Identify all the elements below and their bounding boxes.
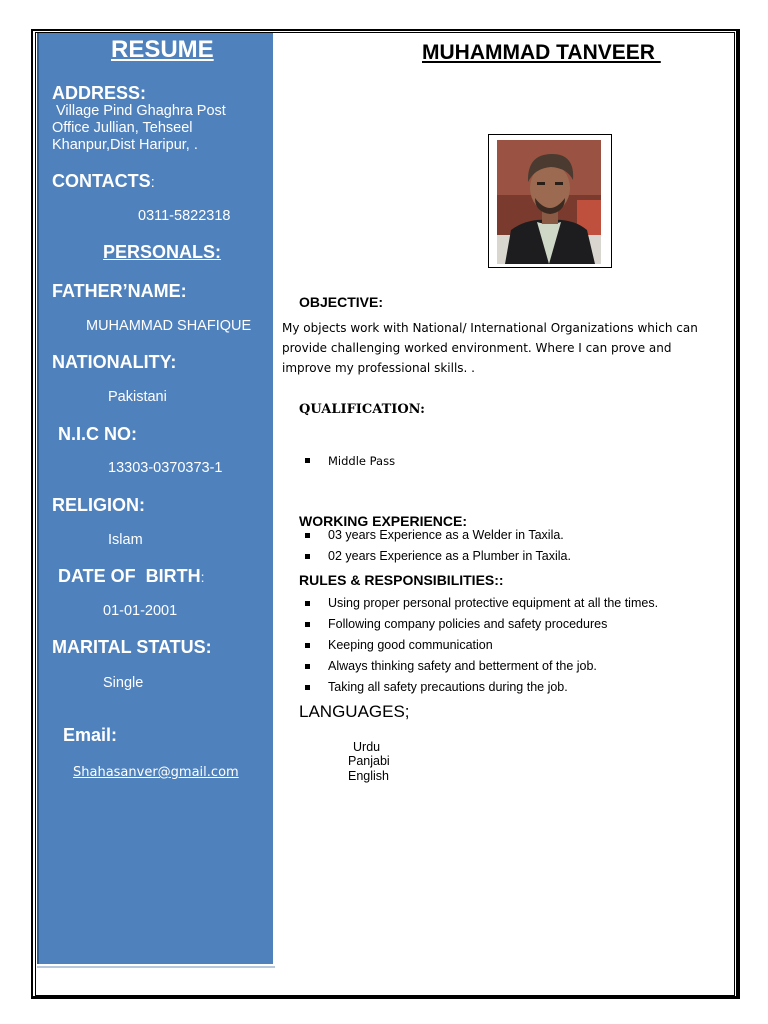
bullet-icon [305, 458, 310, 463]
address-heading: ADDRESS: [52, 83, 147, 103]
languages-heading: LANGUAGES; [299, 702, 410, 721]
dob-heading-label: DATE OF BIRTH [58, 566, 201, 586]
qualification-heading: QUALIFICATION: [299, 402, 425, 417]
bullet-icon [305, 533, 310, 538]
language-item: Panjabi [348, 754, 390, 768]
responsibilities-list [328, 593, 658, 698]
responsibility-item: Always thinking safety and betterment of the job. [328, 659, 597, 673]
email-heading: Email: [63, 725, 118, 745]
contacts-colon: : [150, 174, 155, 191]
bullet-icon [305, 601, 310, 606]
page-border-shadow-right [737, 29, 740, 999]
experience-list [328, 525, 571, 567]
qualification-list [328, 450, 395, 471]
nationality-heading: NATIONALITY: [52, 352, 177, 372]
nic-heading: N.I.C NO: [58, 424, 137, 444]
experience-item: 02 years Experience as a Plumber in Taxila. [328, 549, 571, 563]
email-link[interactable]: Shahasanver@gmail.com [73, 765, 239, 780]
sidebar-bottom-line [37, 966, 275, 968]
qualification-item: Middle Pass [328, 454, 396, 468]
marital-status-heading: MARITAL STATUS: [52, 637, 212, 657]
profile-photo [497, 140, 601, 264]
language-item: English [348, 769, 389, 783]
list-item [328, 546, 571, 567]
resume-title: RESUME [111, 36, 214, 63]
dob-heading [58, 566, 205, 587]
father-name-value: MUHAMMAD SHAFIQUE [86, 318, 252, 334]
experience-heading: WORKING EXPERIENCE: [299, 513, 468, 529]
nationality-value: Pakistani [108, 389, 167, 405]
responsibilities-heading: RULES & RESPONSIBILITIES:: [299, 572, 504, 588]
list-item [328, 614, 658, 635]
list-item [328, 677, 658, 698]
religion-heading: RELIGION: [52, 495, 145, 515]
list-item [328, 450, 395, 471]
personals-heading: PERSONALS: [103, 242, 222, 262]
responsibility-item: Taking all safety precautions during the job. [328, 680, 568, 694]
language-item: Urdu [353, 740, 381, 754]
list-item [328, 593, 658, 614]
dob-value: 01-01-2001 [103, 603, 178, 619]
bullet-icon [305, 643, 310, 648]
sidebar-edge [273, 33, 275, 966]
contact-phone: 0311-5822318 [138, 208, 231, 224]
responsibility-item: Following company policies and safety procedures [328, 617, 608, 631]
bullet-icon [305, 622, 310, 627]
bullet-icon [305, 685, 310, 690]
address-text: Village Pind Ghaghra Post Office Jullian, Tehseel Khanpur,Dist Haripur, . [52, 103, 226, 153]
marital-status-value: Single [103, 675, 144, 691]
nic-value: 13303-0370373-1 [108, 460, 223, 476]
father-name-heading: FATHER’NAME: [52, 281, 187, 301]
bullet-icon [305, 664, 310, 669]
bullet-icon [305, 554, 310, 559]
list-item [328, 635, 658, 656]
objective-heading: OBJECTIVE: [299, 294, 384, 310]
experience-item: 03 years Experience as a Welder in Taxila. [328, 528, 564, 542]
contacts-heading-label: CONTACTS [52, 171, 151, 191]
contacts-heading [52, 171, 155, 192]
profile-photo-icon [497, 140, 601, 264]
list-item [328, 656, 658, 677]
page-border-shadow-bottom [31, 996, 740, 999]
list-item [328, 525, 571, 546]
objective-text: My objects work with National/ International Organizations which can provide challenging worked environment. Where I can prove and improve my professional skills. . [282, 321, 698, 375]
responsibility-item: Using proper personal protective equipment at all the times. [328, 596, 659, 610]
dob-colon: : [200, 569, 205, 585]
responsibility-item: Keeping good communication [328, 638, 493, 652]
religion-value: Islam [108, 532, 143, 548]
candidate-name: MUHAMMAD TANVEER [422, 41, 661, 64]
